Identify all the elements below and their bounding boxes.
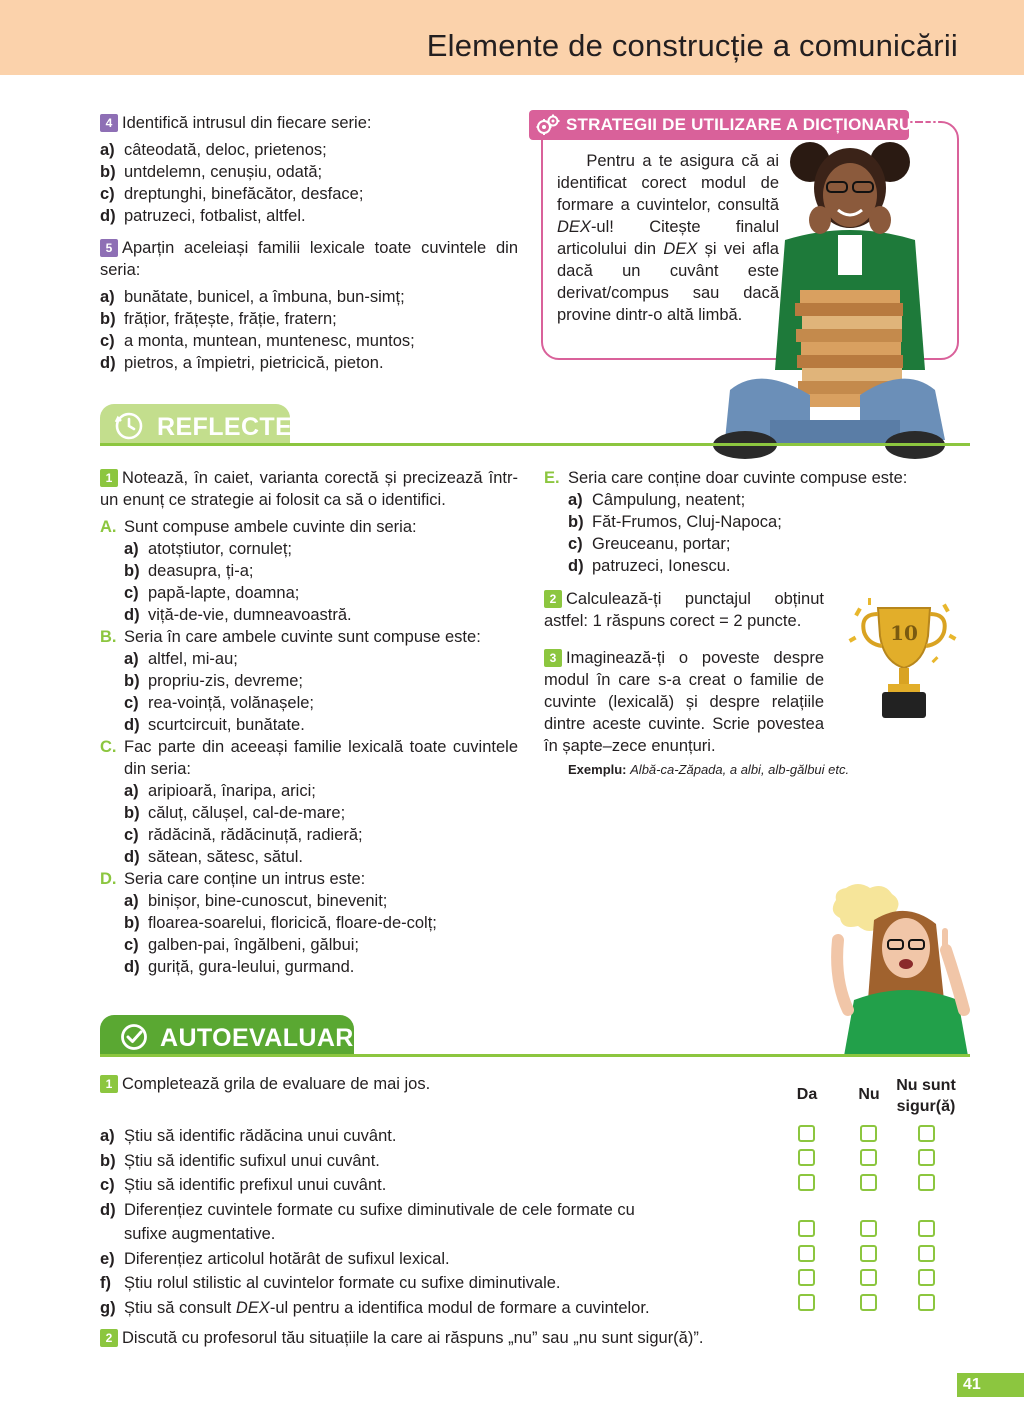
list-item: c) papă-lapte, doamna; bbox=[124, 584, 300, 602]
checkbox-nesigur-c[interactable] bbox=[918, 1174, 935, 1191]
autoevaluare-title: AUTOEVALUARE bbox=[160, 1024, 371, 1052]
list-item: d) patruzeci, fotbalist, altfel. bbox=[100, 207, 306, 225]
checkbox-nu-e[interactable] bbox=[860, 1245, 877, 1262]
checkbox-nesigur-d[interactable] bbox=[918, 1220, 935, 1237]
list-item: b) Făt-Frumos, Cluj-Napoca; bbox=[568, 513, 782, 531]
task-5 bbox=[100, 237, 518, 281]
list-item: a) bunătate, bunicel, a îmbuna, bun-simț; bbox=[100, 288, 405, 306]
gears-icon bbox=[536, 114, 560, 136]
evaluation-grid-rows bbox=[100, 1124, 700, 1320]
autoevaluare-task-2: 2 Discută cu profesorul tău situațiile la care ai răspuns „nu” sau „nu sunt sigur(ă)”. bbox=[100, 1327, 703, 1349]
reflectez-task-2: 2 Calculează-ți punctajul obținut astfel: 1 răspuns corect = 2 puncte. bbox=[544, 590, 824, 630]
task-4-prompt: 4 Identifică intrusul din fiecare serie: bbox=[100, 112, 520, 134]
task-4 bbox=[100, 112, 520, 227]
page-number: 41 bbox=[957, 1373, 1024, 1397]
list-item: b) untdelemn, cenușiu, odată; bbox=[100, 163, 323, 181]
reflectez-task-3: 3 Imaginează-ți o poveste despre modul în care s-a creat o familie de cuvinte (lexicală) și despre relațiile dintre aceste cuvinte. Scrie povestea în șapte–zece enunțuri. bbox=[544, 649, 824, 755]
checkbox-nu-g[interactable] bbox=[860, 1294, 877, 1311]
list-item: d) pietros, a împietri, pietricică, pieton. bbox=[100, 354, 384, 372]
task-number: 3 bbox=[544, 649, 562, 667]
list-item: d) guriță, gura-leului, gurmand. bbox=[124, 958, 355, 976]
checkbox-nu-f[interactable] bbox=[860, 1269, 877, 1286]
task-number: 1 bbox=[100, 469, 118, 487]
list-item: a) aripioară, înaripa, arici; bbox=[124, 782, 316, 800]
list-item: b) frățior, frățește, frăție, fratern; bbox=[100, 310, 337, 328]
task-number: 5 bbox=[100, 239, 118, 257]
girl-with-books-illustration bbox=[700, 140, 965, 470]
list-item: d) sătean, sătesc, sătul. bbox=[124, 848, 304, 866]
task-number: 4 bbox=[100, 114, 118, 132]
checkbox-da-d[interactable] bbox=[798, 1220, 815, 1237]
question-group-a: A. Sunt compuse ambele cuvinte din seria: a) atotștiutor, cornuleț; b) deasupra, ți-a; c) papă-lapte, doamna; d) viță-de-vie, dumneavoastră. bbox=[100, 516, 520, 626]
checkbox-da-g[interactable] bbox=[798, 1294, 815, 1311]
list-item: d) patruzeci, Ionescu. bbox=[568, 557, 731, 575]
option-list bbox=[124, 780, 518, 868]
autoevaluare-divider bbox=[100, 1054, 970, 1057]
checkbox-da-a[interactable] bbox=[798, 1125, 815, 1142]
list-item: c) rea-voință, volănașele; bbox=[124, 694, 315, 712]
column-header-nu: Nu bbox=[858, 1086, 880, 1103]
list-item: d) scurtcircuit, bunătate. bbox=[124, 716, 305, 734]
table-row: e) Diferențiez articolul hotărât de sufixul lexical. bbox=[100, 1249, 450, 1268]
check-circle-icon bbox=[119, 1022, 149, 1052]
checkbox-da-c[interactable] bbox=[798, 1174, 815, 1191]
checkbox-da-e[interactable] bbox=[798, 1245, 815, 1262]
question-group-e: E. Seria care conține doar cuvinte compuse este: a) Câmpulung, neatent; b) Făt-Frumos, Cluj-Napoca; c) Greuceanu, portar; d) patruzeci, Ionescu. bbox=[544, 467, 944, 577]
checkbox-nu-b[interactable] bbox=[860, 1149, 877, 1166]
reflectez-task-1-prompt: 1 Notează, în caiet, varianta corectă și precizează într-un enunț ce strategie ai folosit ca să o identifici. bbox=[100, 469, 518, 509]
table-row: b) Știu să identific sufixul unui cuvânt. bbox=[100, 1151, 380, 1170]
reflectez-title: REFLECTEZ bbox=[157, 413, 308, 441]
reflect-clock-icon bbox=[113, 410, 145, 442]
page-header bbox=[0, 0, 1024, 75]
checkbox-da-f[interactable] bbox=[798, 1269, 815, 1286]
column-header-nu-sunt-sigur: Nu sunt sigur(ă) bbox=[896, 1077, 956, 1115]
girl-pointing-illustration bbox=[806, 880, 976, 1056]
checkbox-nesigur-f[interactable] bbox=[918, 1269, 935, 1286]
table-row: d) Diferențiez cuvintele formate cu sufixe diminutivale de cele formate cu sufixe augmentative. bbox=[100, 1200, 635, 1243]
task-4-list bbox=[100, 139, 520, 227]
list-item: a) Câmpulung, neatent; bbox=[568, 491, 746, 509]
checkbox-da-b[interactable] bbox=[798, 1149, 815, 1166]
list-item: c) a monta, muntean, muntenesc, muntos; bbox=[100, 332, 415, 350]
checkbox-nu-c[interactable] bbox=[860, 1174, 877, 1191]
task-number: 2 bbox=[544, 590, 562, 608]
dictionary-strategy-text: Pentru a te asigura că ai identificat corect modul de formare a cuvintelor, consultă DEX-ul! Citește finalul articolului din DEX și vei afla dacă un cuvânt este derivat/compus sau dacă provine dintr-o altă limbă. bbox=[557, 152, 779, 324]
list-item: a) atotștiutor, cornuleț; bbox=[124, 540, 292, 558]
checkbox-nu-d[interactable] bbox=[860, 1220, 877, 1237]
reflectez-task-1-groups bbox=[100, 516, 520, 978]
list-item: b) căluț, călușel, cal-de-mare; bbox=[124, 804, 346, 822]
question-group-c: C. Fac parte din aceeași familie lexicală toate cuvintele din seria: a) aripioară, înaripa, arici; b) căluț, călușel, cal-de-mare; c) rădăcină, rădăcinuță, radieră; d) sătean, sătesc, sătul. bbox=[100, 738, 518, 866]
checkbox-nesigur-a[interactable] bbox=[918, 1125, 935, 1142]
table-row: f) Știu rolul stilistic al cuvintelor formate cu sufixe diminutivale. bbox=[100, 1274, 561, 1292]
trophy-icon bbox=[848, 596, 960, 726]
option-list bbox=[124, 890, 520, 978]
list-item: b) floarea-soarelui, floricică, floare-de-colț; bbox=[124, 914, 437, 932]
dictionary-strategy-title: STRATEGII DE UTILIZARE A DICȚIONARULUI bbox=[566, 115, 940, 134]
table-row: c) Știu să identific prefixul unui cuvânt. bbox=[100, 1176, 387, 1194]
checkbox-nesigur-g[interactable] bbox=[918, 1294, 935, 1311]
option-list bbox=[124, 648, 520, 736]
trophy-number: 10 bbox=[890, 621, 918, 645]
task-number: 1 bbox=[100, 1075, 118, 1093]
autoevaluare-task-1: 1 Completează grila de evaluare de mai jos. bbox=[100, 1073, 430, 1095]
task-5-list bbox=[100, 286, 520, 374]
list-item: c) Greuceanu, portar; bbox=[568, 535, 731, 553]
list-item: c) rădăcină, rădăcinuță, radieră; bbox=[124, 826, 363, 844]
table-row: a) Știu să identific rădăcina unui cuvânt. bbox=[100, 1127, 397, 1145]
table-row: g) Știu să consult DEX-ul pentru a identifica modul de formare a cuvintelor. bbox=[100, 1298, 650, 1317]
list-item: c) dreptunghi, binefăcător, desface; bbox=[100, 185, 364, 203]
question-group-d: D. Seria care conține un intrus este: a) binișor, bine-cunoscut, binevenit; b) floarea-soarelui, floricică, floare-de-colț; c) galben-pai, îngălbeni, gălbui; d) guriță, gura-leului, gurmand. bbox=[100, 868, 520, 978]
checkbox-nu-a[interactable] bbox=[860, 1125, 877, 1142]
list-item: a) câteodată, deloc, prietenos; bbox=[100, 141, 327, 159]
option-list bbox=[124, 538, 520, 626]
column-header-da: Da bbox=[796, 1086, 818, 1103]
list-item: a) binișor, bine-cunoscut, binevenit; bbox=[124, 892, 388, 910]
checkbox-nesigur-b[interactable] bbox=[918, 1149, 935, 1166]
list-item: d) viță-de-vie, dumneavoastră. bbox=[124, 606, 352, 624]
list-item: b) propriu-zis, devreme; bbox=[124, 672, 303, 690]
task-number: 2 bbox=[100, 1329, 118, 1347]
list-item: b) deasupra, ți-a; bbox=[124, 562, 254, 580]
checkbox-nesigur-e[interactable] bbox=[918, 1245, 935, 1262]
reflectez-divider bbox=[100, 443, 970, 446]
list-item: a) altfel, mi-au; bbox=[124, 650, 238, 668]
option-list bbox=[568, 489, 944, 577]
reflectez-task-3-example: Exemplu: Albă-ca-Zăpada, a albi, alb-gălbui etc. bbox=[568, 762, 850, 777]
list-item: c) galben-pai, îngălbeni, gălbui; bbox=[124, 936, 359, 954]
page-title: Elemente de construcție a comunicării bbox=[426, 28, 958, 63]
task-5-prompt: 5 Aparțin aceleiași familii lexicale toate cuvintele din seria: bbox=[100, 239, 518, 279]
question-group-b: B. Seria în care ambele cuvinte sunt compuse este: a) altfel, mi-au; b) propriu-zis, devreme; c) rea-voință, volănașele; d) scurtcircuit, bunătate. bbox=[100, 626, 520, 736]
